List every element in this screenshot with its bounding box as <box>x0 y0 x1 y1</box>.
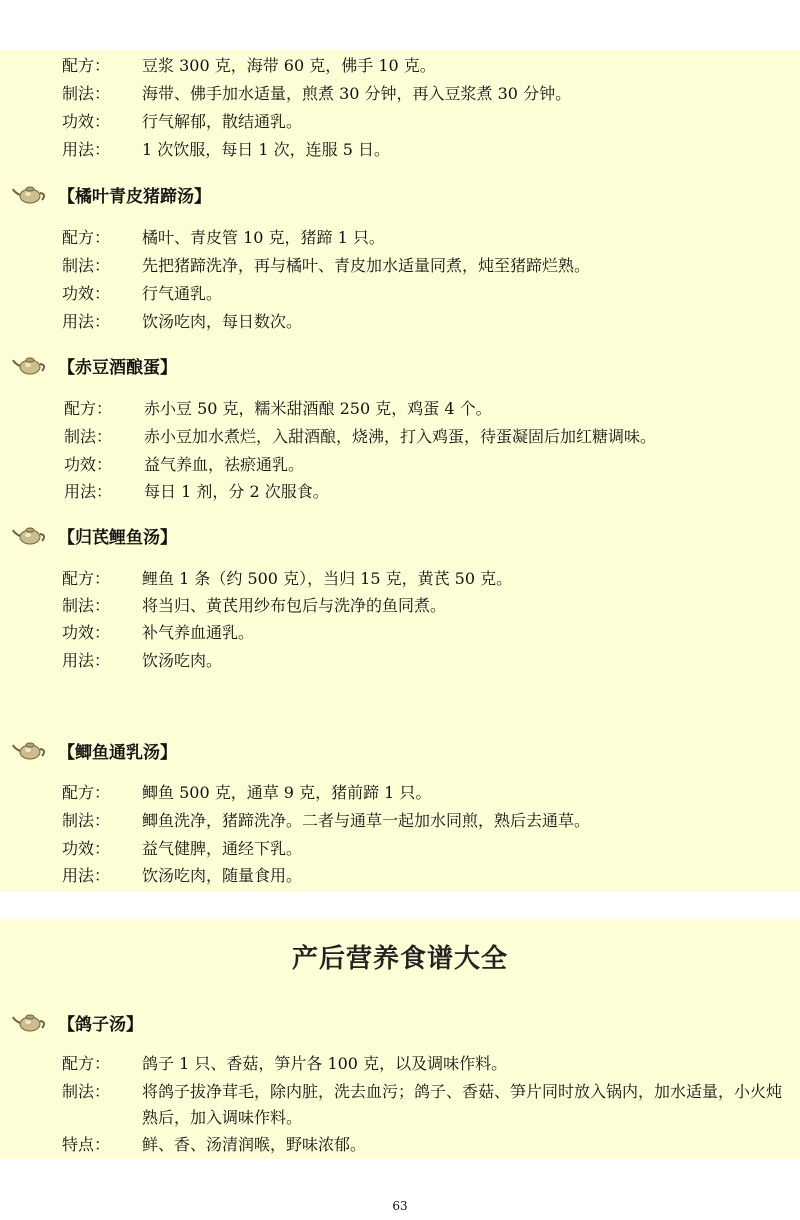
usage-label: 用法： <box>62 140 111 159</box>
effect-label: 功效： <box>62 112 111 131</box>
formula-value: 豆浆 300 克，海带 60 克，佛手 10 克。 <box>142 56 436 75</box>
recipe-title: 【归芪鲤鱼汤】 <box>58 528 177 548</box>
page-number: 63 <box>392 1199 408 1213</box>
teapot-icon <box>12 353 48 375</box>
recipe-panel <box>0 50 800 892</box>
formula-label: 配方： <box>62 228 111 247</box>
formula-label: 配方： <box>62 783 111 802</box>
formula-value: 橘叶、青皮管 10 克，猪蹄 1 只。 <box>142 228 385 247</box>
method-value: 先把猪蹄洗净，再与橘叶、青皮加水适量同煮，炖至猪蹄烂熟。 <box>142 256 591 275</box>
method-value: 海带、佛手加水适量，煎煮 30 分钟，再入豆浆煮 30 分钟。 <box>142 84 572 103</box>
effect-value: 行气通乳。 <box>142 284 223 303</box>
effect-value: 益气健脾，通经下乳。 <box>142 839 303 858</box>
method-value: 赤小豆加水煮烂，入甜酒酿，烧沸，打入鸡蛋，待蛋凝固后加红糖调味。 <box>144 427 657 446</box>
section-heading: 产后营养食谱大全 <box>291 944 508 974</box>
usage-value: 饮汤吃肉，随量食用。 <box>142 866 303 885</box>
feature-label: 特点： <box>62 1135 111 1154</box>
method-value: 将当归、黄芪用纱布包后与洗净的鱼同煮。 <box>142 596 447 615</box>
effect-label: 功效： <box>64 455 113 474</box>
formula-value: 鲤鱼 1 条（约 500 克），当归 15 克，黄芪 50 克。 <box>142 569 513 588</box>
method-label: 制法： <box>64 427 113 446</box>
effect-value: 益气养血，祛瘀通乳。 <box>144 455 305 474</box>
usage-label: 用法： <box>62 866 111 885</box>
method-value: 鲫鱼洗净，猪蹄洗净。二者与通草一起加水同煎，熟后去通草。 <box>142 811 591 830</box>
formula-label: 配方： <box>62 1054 111 1073</box>
method-label: 制法： <box>62 256 111 275</box>
formula-value: 鸽子 1 只、香菇，笋片各 100 克，以及调味作料。 <box>142 1054 508 1073</box>
usage-value: 饮汤吃肉，每日数次。 <box>142 312 303 331</box>
usage-value: 1 次饮服，每日 1 次，连服 5 日。 <box>142 140 390 159</box>
formula-label: 配方： <box>62 569 111 588</box>
usage-value: 每日 1 剂，分 2 次服食。 <box>144 482 329 501</box>
effect-label: 功效： <box>62 839 111 858</box>
formula-label: 配方： <box>64 399 113 418</box>
effect-label: 功效： <box>62 284 111 303</box>
method-value: 将鸽子拔净茸毛，除内脏，洗去血污；鸽子、香菇、笋片同时放入锅内，加水适量，小火炖熟后，加入调味作料。 <box>142 1082 783 1127</box>
teapot-icon <box>12 738 48 760</box>
method-label: 制法： <box>62 1082 111 1101</box>
teapot-icon <box>12 182 48 204</box>
feature-value: 鲜、香、汤清润喉，野味浓郁。 <box>142 1135 367 1154</box>
formula-value: 赤小豆 50 克，糯米甜酒酿 250 克，鸡蛋 4 个。 <box>144 399 492 418</box>
effect-value: 行气解郁，散结通乳。 <box>142 112 303 131</box>
recipe-title: 【鸽子汤】 <box>58 1015 143 1035</box>
method-label: 制法： <box>62 596 111 615</box>
recipe-title: 【鲫鱼通乳汤】 <box>58 743 177 763</box>
method-label: 制法： <box>62 84 111 103</box>
method-label: 制法： <box>62 811 111 830</box>
recipe-title: 【橘叶青皮猪蹄汤】 <box>58 187 211 207</box>
effect-label: 功效： <box>62 623 111 642</box>
recipe-title: 【赤豆酒酿蛋】 <box>58 358 177 378</box>
effect-value: 补气养血通乳。 <box>142 623 255 642</box>
teapot-icon <box>12 523 48 545</box>
usage-label: 用法： <box>64 482 113 501</box>
usage-label: 用法： <box>62 312 111 331</box>
teapot-icon <box>12 1010 48 1032</box>
usage-value: 饮汤吃肉。 <box>142 651 223 670</box>
formula-label: 配方： <box>62 56 111 75</box>
usage-label: 用法： <box>62 651 111 670</box>
formula-value: 鲫鱼 500 克，通草 9 克，猪前蹄 1 只。 <box>142 783 432 802</box>
